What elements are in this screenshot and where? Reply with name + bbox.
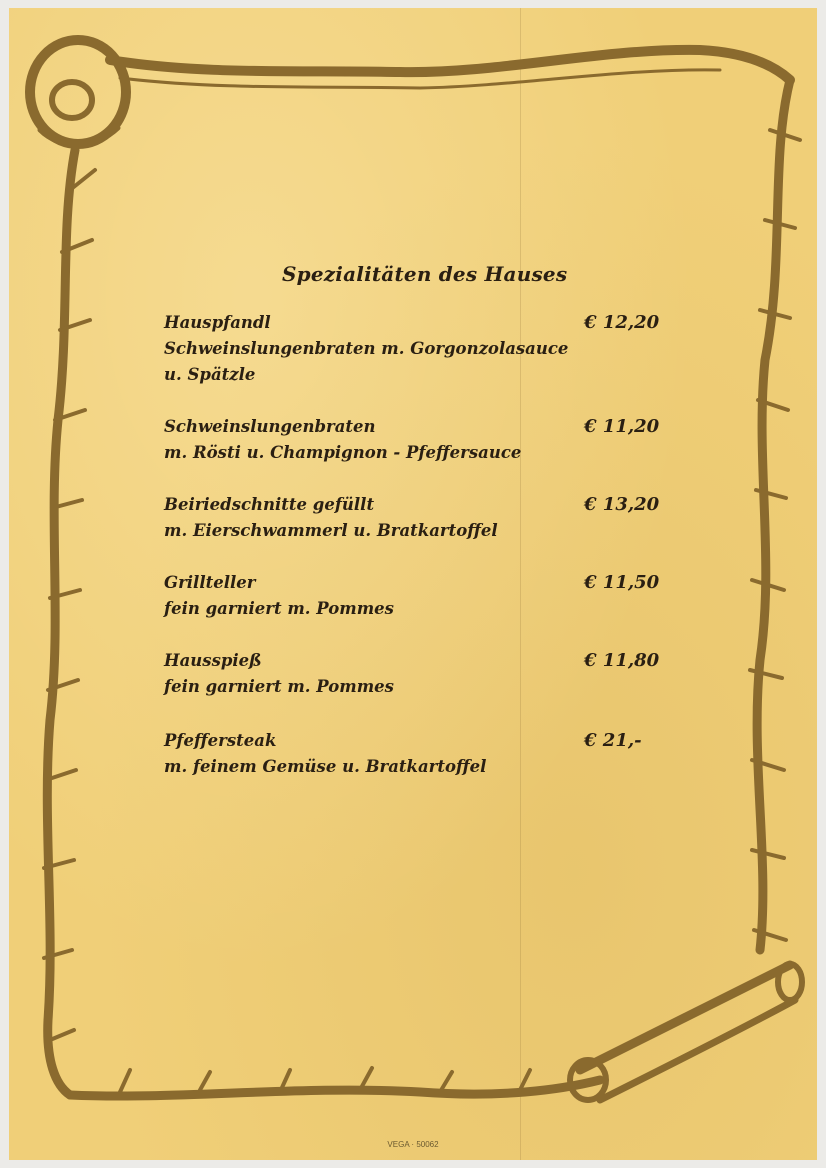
dish-name: Beiriedschnitte gefüllt	[164, 495, 375, 514]
menu-item-grillteller	[164, 570, 684, 622]
dish-name: Hauspfandl	[164, 313, 271, 332]
menu-title: Spezialitäten des Hauses	[282, 262, 568, 286]
menu-item-hausspiess	[164, 648, 684, 700]
menu-item-hauspfandl	[164, 310, 684, 388]
dish-price: € 11,50	[584, 572, 660, 593]
dish-name: Grillteller	[164, 573, 256, 592]
dish-description: fein garniert m. Pommes	[164, 677, 394, 696]
menu-item-beiriedschnitte	[164, 492, 684, 544]
dish-name: Pfeffersteak	[164, 731, 277, 750]
dish-price: € 13,20	[584, 494, 660, 515]
dish-price: € 11,20	[584, 416, 660, 437]
dish-description: u. Spätzle	[164, 365, 256, 384]
dish-description: fein garniert m. Pommes	[164, 599, 394, 618]
dish-description: m. feinem Gemüse u. Bratkartoffel	[164, 757, 487, 776]
dish-price: € 12,20	[584, 312, 660, 333]
printer-imprint: VEGA · 50062	[387, 1140, 439, 1149]
dish-name: Schweinslungenbraten	[164, 417, 376, 436]
dish-description: m. Rösti u. Champignon - Pfeffersauce	[164, 443, 522, 462]
dish-price: € 11,80	[584, 650, 660, 671]
menu-item-schweinslungenbraten	[164, 414, 684, 466]
menu-item-pfeffersteak	[164, 728, 684, 780]
dish-price: € 21,-	[584, 730, 642, 751]
dish-description: Schweinslungenbraten m. Gorgonzolasauce	[164, 339, 569, 358]
dish-description: m. Eierschwammerl u. Bratkartoffel	[164, 521, 498, 540]
dish-name: Hausspieß	[164, 651, 262, 670]
